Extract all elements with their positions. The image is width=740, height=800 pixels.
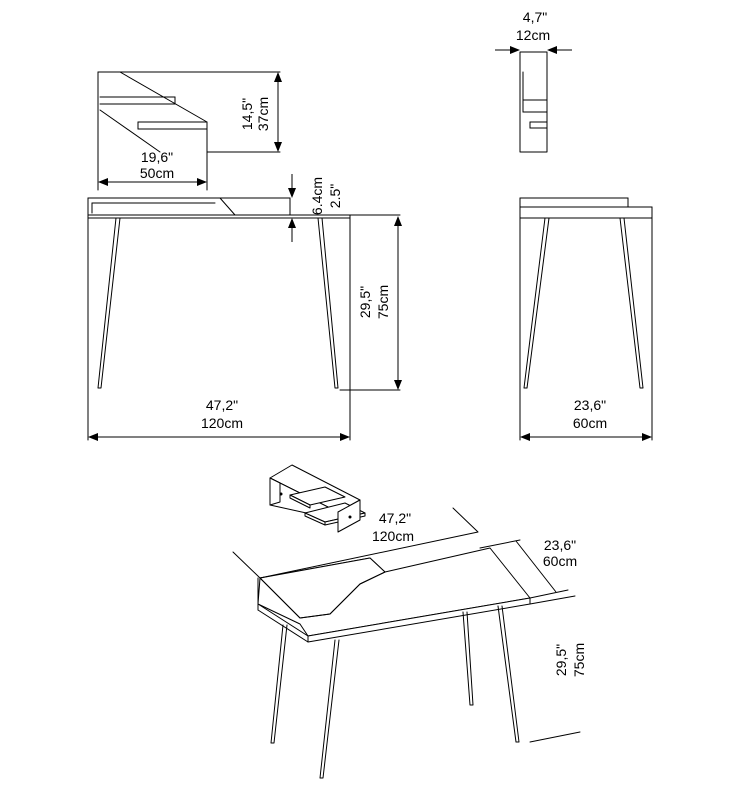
shelf-height-in-label: 14,5" [239, 97, 255, 131]
shelf-height-dimension [239, 72, 282, 152]
top-thickness-in-label: 2.5" [327, 183, 343, 209]
iso-height-in-label: 29,5" [553, 643, 569, 677]
shelf-side-view [520, 52, 547, 152]
table-depth-cm-label: 60cm [572, 415, 608, 431]
table-height-in-label: 29,5" [357, 285, 373, 319]
shelf-depth-cm-label: 12cm [515, 27, 551, 43]
table-width-cm-label: 120cm [200, 415, 244, 431]
shelf-width-cm-label: 50cm [139, 165, 175, 181]
shelf-width-dimension [98, 149, 207, 186]
table-height-dimension [340, 215, 402, 390]
top-thickness-cm-label: 6.4cm [309, 176, 325, 216]
iso-width-in-label: 47,2" [378, 510, 412, 526]
table-depth-dimension [520, 397, 652, 441]
iso-depth-cm-label: 60cm [542, 553, 578, 569]
iso-depth-in-label: 23,6" [543, 537, 577, 553]
table-width-dimension [88, 397, 350, 441]
table-depth-in-label: 23,6" [573, 397, 607, 413]
table-width-in-label: 47,2" [205, 397, 239, 413]
iso-width-cm-label: 120cm [371, 528, 415, 544]
iso-table [258, 548, 530, 778]
shelf-depth-in-label: 4,7" [522, 9, 548, 25]
iso-height-cm-label: 75cm [571, 642, 587, 678]
shelf-height-cm-label: 37cm [255, 96, 271, 132]
table-height-cm-label: 75cm [375, 284, 391, 320]
shelf-depth-dimension [495, 9, 572, 54]
top-thickness-dimension [288, 174, 343, 242]
shelf-width-in-label: 19,6" [140, 149, 174, 165]
iso-height-dimension [530, 596, 587, 742]
iso-shelf [270, 465, 365, 532]
